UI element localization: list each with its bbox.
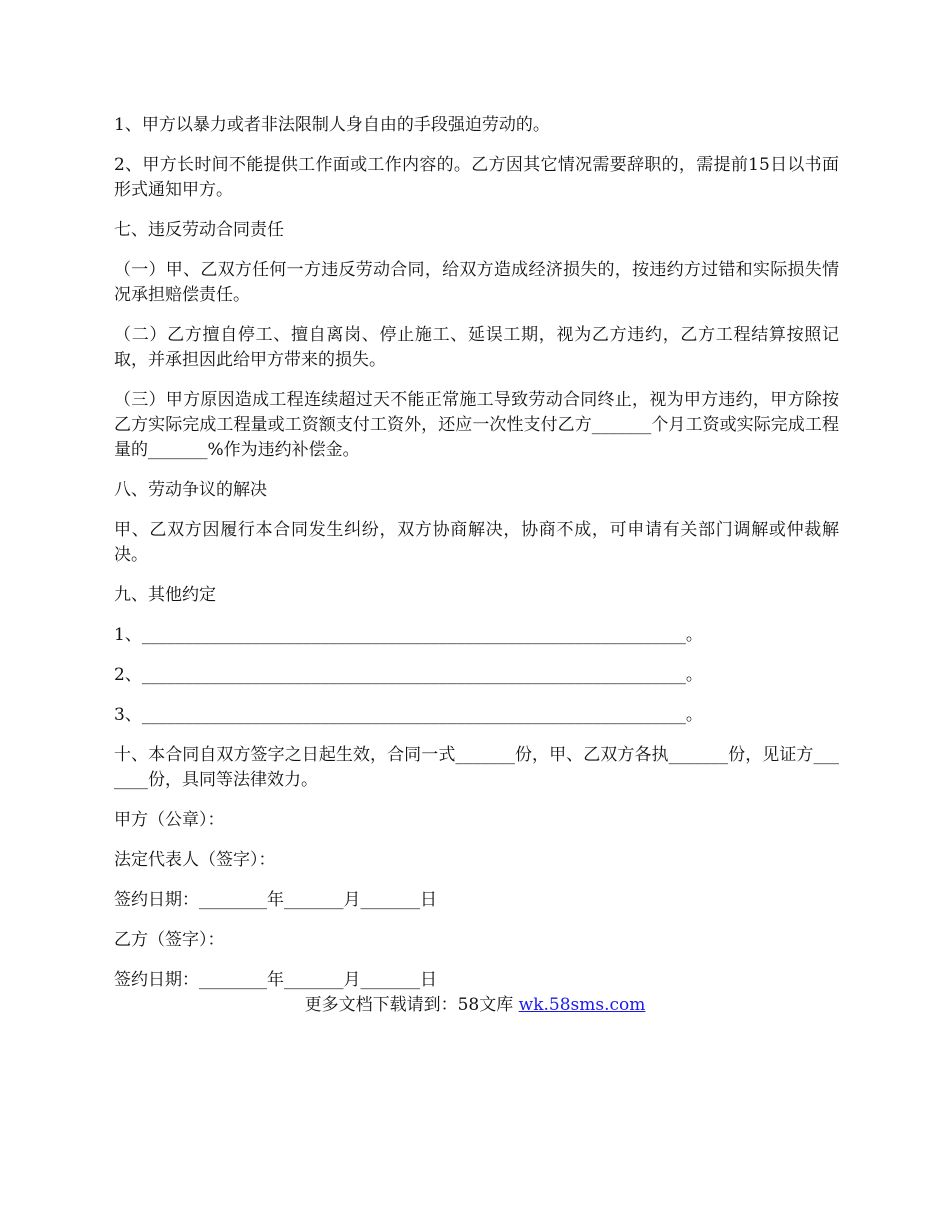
footer: [0, 993, 950, 1018]
clause-2: 2、甲方长时间不能提供工作面或工作内容的。乙方因其它情况需要辞职的，需提前15日以书面形式通知甲方。: [114, 155, 839, 200]
other-term-3: 3、________________________________________________________________。: [114, 705, 703, 725]
sign-date-a: 签约日期：________年_______月_______日: [114, 890, 437, 910]
party-a-seal: 甲方（公章）：: [114, 810, 225, 830]
legal-representative: 法定代表人（签字）：: [114, 850, 276, 870]
sign-date-b: 签约日期：________年_______月_______日: [114, 970, 437, 990]
party-b-signature: 乙方（签字）：: [114, 930, 225, 950]
section-9-heading: 九、其他约定: [114, 585, 216, 605]
section-10-text: 十、本合同自双方签字之日起生效，合同一式_______份，甲、乙双方各执_______份，见证方_______份，具同等法律效力。: [114, 745, 839, 790]
section-7-item-1: （一）甲、乙双方任何一方违反劳动合同，给双方造成经济损失的，按违约方过错和实际损失情况承担赔偿责任。: [114, 260, 839, 305]
other-term-1: 1、________________________________________________________________。: [114, 625, 703, 645]
footer-text: 更多文档下载请到：58文库: [304, 995, 519, 1015]
section-7-item-2: （二）乙方擅自停工、擅自离岗、停止施工、延误工期，视为乙方违约，乙方工程结算按照记取，并承担因此给甲方带来的损失。: [114, 325, 839, 370]
section-7-heading: 七、违反劳动合同责任: [114, 220, 284, 240]
clause-1: 1、甲方以暴力或者非法限制人身自由的手段强迫劳动的。: [114, 115, 550, 135]
other-term-2: 2、________________________________________________________________。: [114, 665, 703, 685]
contract-body: [114, 113, 839, 1008]
section-7-item-3: （三）甲方原因造成工程连续超过天不能正常施工导致劳动合同终止，视为甲方违约，甲方除按乙方实际完成工程量或工资额支付工资外，还应一次性支付乙方_______个月工资或实际完成工程量的_______%作为违约补偿金。: [114, 390, 839, 460]
section-8-text: 甲、乙双方因履行本合同发生纠纷，双方协商解决，协商不成，可申请有关部门调解或仲裁解决。: [114, 520, 839, 565]
footer-link[interactable]: wk.58sms.com: [518, 995, 646, 1015]
section-8-heading: 八、劳动争议的解决: [114, 480, 267, 500]
